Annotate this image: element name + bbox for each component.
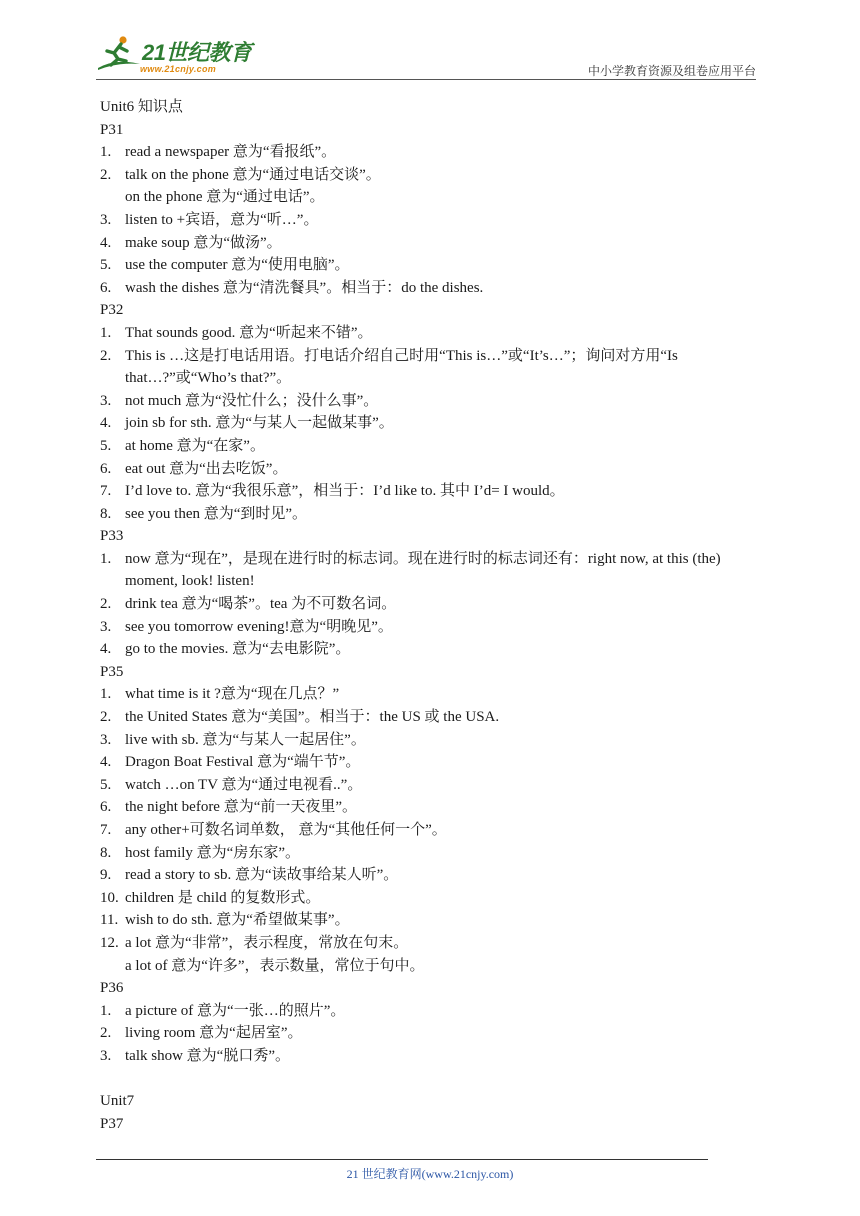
section-heading: Unit7: [100, 1093, 135, 1110]
list-item: [100, 616, 764, 639]
list-item: [100, 932, 764, 955]
item-number: 4.: [100, 234, 112, 251]
item-number: 2.: [100, 709, 112, 726]
item-text: the United States 意为“美国”。相当于：the US 或 the USA.: [125, 709, 500, 726]
list-item: [100, 164, 764, 187]
runner-icon: [96, 34, 142, 78]
list-item: [100, 683, 764, 706]
footer-divider: [96, 1159, 708, 1160]
item-number: 4.: [100, 415, 112, 432]
item-text: I’d love to. 意为“我很乐意”，相当于：I’d like to. 其中 I’d= I would。: [125, 483, 565, 500]
list-item: [100, 887, 764, 910]
item-text: see you then 意为“到时见”。: [125, 505, 308, 522]
list-item: [100, 548, 764, 593]
page-heading: P35: [100, 663, 124, 680]
item-number: 9.: [100, 867, 112, 884]
item-text: use the computer 意为“使用电脑”。: [125, 257, 350, 274]
item-text: Dragon Boat Festival 意为“端午节”。: [125, 754, 361, 771]
item-text: join sb for sth. 意为“与某人一起做某事”。: [125, 415, 394, 432]
item-number: 1.: [100, 550, 112, 567]
item-number: 5.: [100, 776, 112, 793]
item-number: 6.: [100, 460, 112, 477]
item-number: 6.: [100, 279, 112, 296]
sub-item-text: a lot of 意为“许多”，表示数量，常位于句中。: [125, 957, 425, 974]
item-text: living room 意为“起居室”。: [125, 1025, 303, 1042]
item-text: go to the movies. 意为“去电影院”。: [125, 641, 351, 658]
item-text: a lot 意为“非常”，表示程度，常放在句末。: [125, 934, 409, 951]
list-item: [100, 390, 764, 413]
item-number: 8.: [100, 844, 112, 861]
item-text: eat out 意为“出去吃饭”。: [125, 460, 288, 477]
list-item: [100, 254, 764, 277]
list-item: [100, 277, 764, 300]
list-item: [100, 774, 764, 797]
list-item: [100, 412, 764, 435]
item-number: 4.: [100, 641, 112, 658]
item-text: host family 意为“房东家”。: [125, 844, 300, 861]
item-text: read a story to sb. 意为“读故事给某人听”。: [125, 867, 399, 884]
item-text: drink tea 意为“喝茶”。tea 为不可数名词。: [125, 596, 397, 613]
item-text: the night before 意为“前一天夜里”。: [125, 799, 358, 816]
item-text: children 是 child 的复数形式。: [125, 889, 321, 906]
item-number: 3.: [100, 211, 112, 228]
item-text: what time is it ?意为“现在几点？”: [125, 686, 340, 703]
item-text: wash the dishes 意为“清洗餐具”。相当于：do the dishes.: [125, 279, 484, 296]
logo: [96, 34, 266, 78]
list-item: [100, 1022, 764, 1045]
item-text: a picture of 意为“一张…的照片”。: [125, 1002, 346, 1019]
item-number: 3.: [100, 618, 112, 635]
list-item: [100, 232, 764, 255]
section-heading: Unit6 知识点: [100, 99, 183, 115]
page-heading: P33: [100, 528, 124, 545]
list-item: [100, 1045, 764, 1068]
item-number: 5.: [100, 437, 112, 454]
item-text: now 意为“现在”，是现在进行时的标志词。现在进行时的标志词还有：right now, at this (the) moment, look! listen!: [125, 550, 721, 590]
list-item: [100, 458, 764, 481]
page-header: [96, 30, 756, 80]
list-item: [100, 503, 764, 526]
item-text: That sounds good. 意为“听起来不错”。: [125, 324, 373, 341]
list-item: [100, 819, 764, 842]
list-item: [100, 909, 764, 932]
item-number: 7.: [100, 822, 112, 838]
list-item: [100, 729, 764, 752]
header-divider: [96, 79, 756, 80]
sub-item-text: on the phone 意为“通过电话”。: [125, 189, 325, 206]
list-item: [100, 480, 764, 503]
item-number: 4.: [100, 754, 112, 771]
item-text: watch …on TV 意为“通过电视看..”。: [125, 776, 363, 793]
page-heading: P32: [100, 302, 124, 319]
item-number: 10.: [100, 889, 119, 906]
footer-text: 21 世纪教育网(www.21cnjy.com): [346, 1167, 514, 1181]
list-item: [100, 322, 764, 345]
list-item: [100, 638, 764, 661]
blank-line: [100, 1068, 764, 1091]
item-text: make soup 意为“做汤”。: [125, 234, 282, 251]
platform-name: 中小学教育资源及组卷应用平台: [587, 64, 756, 78]
item-text: wish to do sth. 意为“希望做某事”。: [125, 912, 350, 929]
list-item: [100, 435, 764, 458]
item-text: any other+可数名词单数， 意为“其他任何一个”。: [125, 822, 447, 838]
item-number: 2.: [100, 596, 112, 613]
page-heading: P31: [100, 121, 124, 138]
item-text: This is …这是打电话用语。打电话介绍自己时用“This is…”或“It’s…”；询问对方用“Is that…?”或“Who’s that?”。: [125, 347, 678, 387]
item-text: listen to +宾语，意为“听…”。: [125, 211, 319, 228]
item-number: 12.: [100, 934, 119, 951]
logo-url: www.21cnjy.com: [140, 64, 217, 74]
item-number: 3.: [100, 392, 112, 409]
item-number: 2.: [100, 347, 112, 364]
item-text: talk on the phone 意为“通过电话交谈”。: [125, 166, 381, 183]
list-item: [100, 751, 764, 774]
page-heading: P37: [100, 1115, 124, 1132]
list-item: [100, 209, 764, 232]
list-item: [100, 842, 764, 865]
document-body: [100, 96, 764, 1135]
item-text: talk show 意为“脱口秀”。: [125, 1047, 290, 1064]
item-number: 1.: [100, 686, 112, 703]
item-number: 2.: [100, 1025, 112, 1042]
list-item: [100, 1000, 764, 1023]
page-heading: P36: [100, 980, 124, 997]
list-item: [100, 593, 764, 616]
item-number: 1.: [100, 1002, 112, 1019]
list-item: [100, 141, 764, 164]
item-number: 3.: [100, 1047, 112, 1064]
item-number: 8.: [100, 505, 112, 522]
list-item: [100, 864, 764, 887]
logo-text: 21世纪教育: [142, 40, 252, 65]
list-item: [100, 796, 764, 819]
item-text: live with sb. 意为“与某人一起居住”。: [125, 731, 366, 748]
item-number: 1.: [100, 144, 112, 161]
item-number: 3.: [100, 731, 112, 748]
item-number: 2.: [100, 166, 112, 183]
item-number: 7.: [100, 483, 112, 500]
item-text: not much 意为“没忙什么；没什么事”。: [125, 392, 379, 409]
item-number: 11.: [100, 912, 119, 929]
item-text: see you tomorrow evening!意为“明晚见”。: [125, 618, 393, 635]
item-number: 1.: [100, 324, 112, 341]
item-number: 5.: [100, 257, 112, 274]
item-number: 6.: [100, 799, 112, 816]
list-item: [100, 345, 764, 390]
list-item: [100, 706, 764, 729]
item-text: at home 意为“在家”。: [125, 437, 265, 454]
item-text: read a newspaper 意为“看报纸”。: [125, 144, 337, 161]
